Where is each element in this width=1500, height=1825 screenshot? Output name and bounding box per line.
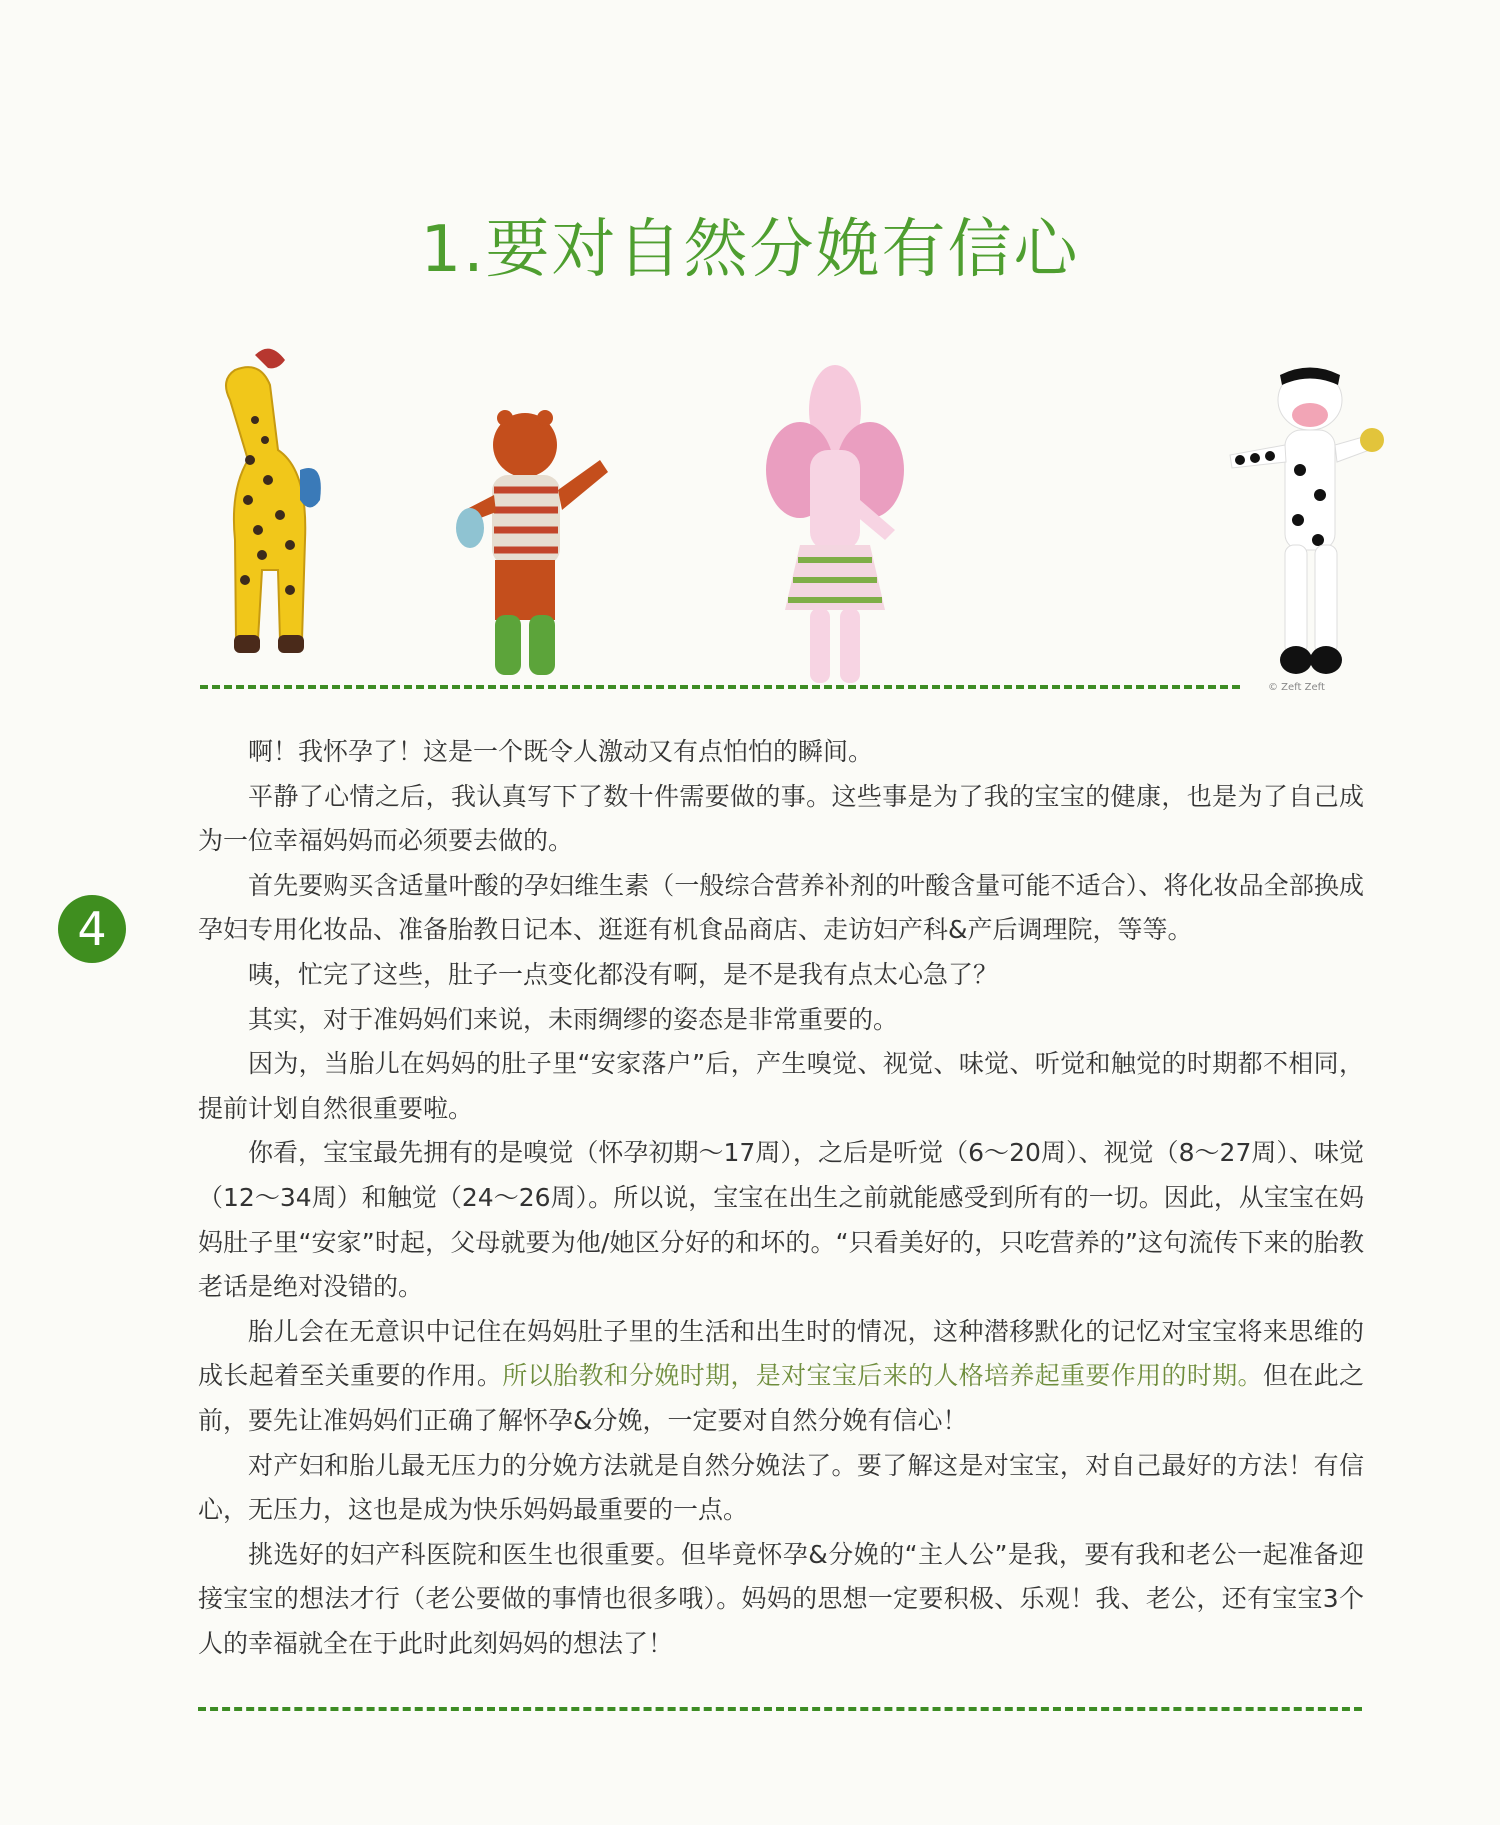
knitted-bear	[450, 400, 620, 690]
image-credit: © Zeft Zeft	[1268, 682, 1325, 693]
page-title: 1.要对自然分娩有信心	[420, 213, 1080, 287]
page-number-badge: 4	[58, 895, 126, 963]
paragraph-text: 但在此之前，要先让准妈妈们正确了解怀孕&分娩，一定要对自然分娩有信心！	[198, 1361, 1364, 1435]
knitted-cow	[1220, 360, 1390, 690]
knitted-toys-illustration	[170, 330, 1410, 690]
paragraph: 啊！我怀孕了！这是一个既令人激动又有点怕怕的瞬间。	[248, 737, 874, 766]
paragraph-text: 胎儿会在无意识中记住在妈妈肚子里的生活和出生时的情况，这种潜移默化的记忆对宝宝将来思维的成长起着至关重要的作用。	[198, 1316, 1364, 1391]
divider-top	[200, 685, 1240, 689]
paragraph: 首先要购买含适量叶酸的孕妇维生素（一般综合营养补剂的叶酸含量可能不适合）、将化妆品全部换成孕妇专用化妆品、准备胎教日记本、逛逛有机食品商店、走访妇产科&产后调理院，等等。	[198, 870, 1364, 945]
divider-bottom	[198, 1707, 1362, 1711]
paragraph: 对产妇和胎儿最无压力的分娩方法就是自然分娩法了。要了解这是对宝宝，对自己最好的方法！有信心，无压力，这也是成为快乐妈妈最重要的一点。	[198, 1450, 1364, 1525]
paragraph: 咦，忙完了这些，肚子一点变化都没有啊，是不是我有点太心急了？	[248, 959, 999, 989]
paragraph: 你看，宝宝最先拥有的是嗅觉（怀孕初期～17周），之后是听觉（6～20周）、视觉（8～27周）、味觉（12～34周）和触觉（24～26周）。所以说，宝宝在出生之前就能感受到所有的一切。因此，从宝宝在妈妈肚子里“安家”时起，父母就要为他/她区分好的和坏的。“只看美好的，只吃营养的”这句流传下来的胎教老话是绝对没错的。	[198, 1138, 1364, 1302]
article-body	[198, 730, 1364, 1666]
paragraph	[198, 1310, 1364, 1444]
knitted-bunny	[760, 360, 910, 690]
highlighted-text: 所以胎教和分娩时期，是对宝宝后来的人格培养起重要作用的时期。	[502, 1361, 1263, 1391]
knitted-giraffe	[200, 340, 340, 690]
paragraph: 其实，对于准妈妈们来说，未雨绸缪的姿态是非常重要的。	[248, 1004, 899, 1034]
paragraph: 因为，当胎儿在妈妈的肚子里“安家落户”后，产生嗅觉、视觉、味觉、听觉和触觉的时期都不相同，提前计划自然很重要啦。	[198, 1049, 1364, 1123]
paragraph: 挑选好的妇产科医院和医生也很重要。但毕竟怀孕&分娩的“主人公”是我，要有我和老公一起准备迎接宝宝的想法才行（老公要做的事情也很多哦）。妈妈的思想一定要积极、乐观！我、老公，还有宝宝3个人的幸福就全在于此时此刻妈妈的想法了！	[198, 1539, 1364, 1658]
paragraph: 平静了心情之后，我认真写下了数十件需要做的事。这些事是为了我的宝宝的健康，也是为了自己成为一位幸福妈妈而必须要去做的。	[198, 781, 1364, 856]
